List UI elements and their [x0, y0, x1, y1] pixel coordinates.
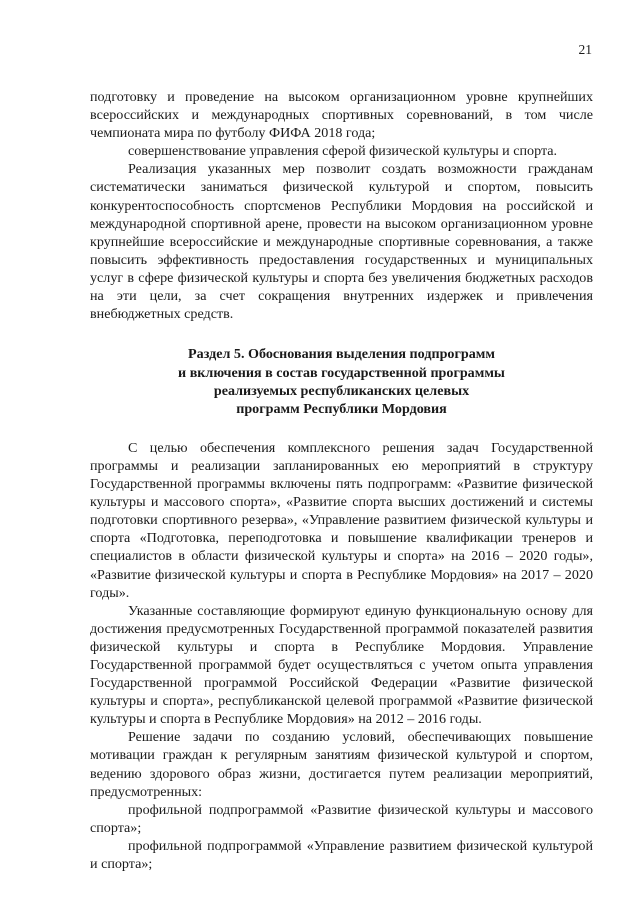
paragraph-bottom-4: профильной подпрограммой «Развитие физической культуры и массового спорта»;: [90, 801, 593, 836]
paragraph-bottom-2: Указанные составляющие формируют единую функциональную основу для достижения предусмотренных Государственной программой показателей развития физической культуры и спорта в Республике Мордовия. Управление Государственной программой будет осуществляться с учетом опыта управления Государственной программой Российской Федерации «Развитие физической культуры и спорта», республиканской целевой программой «Развитие физической культуры и спорта в Республике Мордовия» на 2012 – 2016 годы.: [90, 602, 593, 728]
section-title-line-3: реализуемых республиканских целевых: [213, 383, 470, 400]
paragraph-top-2: совершенствование управления сферой физической культуры и спорта.: [128, 143, 558, 160]
document-body: [90, 88, 593, 873]
paragraph-bottom-1: С целью обеспечения комплексного решения задач Государственной программы и реализации запланированных ею мероприятий в структуру Государственной программы включены пять подпрограмм: «Развитие физической культуры и массового спорта», «Развитие спорта высших достижений и системы подготовки спортивного резерва», «Управление развитием физической культуры и спорта «Подготовка, переподготовка и повышение квалификации тренеров и специалистов в области физической культуры и спорта» на 2016 – 2020 годы», «Развитие физической культуры и спорта в Республике Мордовия» на 2017 – 2020 годы».: [90, 439, 593, 601]
section-title: [90, 345, 593, 419]
page-number: 21: [578, 42, 592, 57]
paragraph-top-1: подготовку и проведение на высоком организационном уровне крупнейших всероссийских и международных спортивных соревнований, в том числе чемпионата мира по футболу ФИФА 2018 года;: [90, 89, 593, 142]
paragraph-top-3: Реализация указанных мер позволит создать возможности гражданам систематически заниматься физической культурой и спортом, повысить конкурентоспособность спортсменов Республики Мордовия на российской и международной спортивной арене, провести на высоком организационном уровне крупнейшие всероссийские и международные спортивные соревнования, а также повысить эффективность предоставления государственных и муниципальных услуг в сфере физической культуры и спорта без увеличения бюджетных расходов на эти цели, за счет сокращения внутренних издержек и привлечения внебюджетных средств.: [90, 161, 593, 323]
paragraph-bottom-5: профильной подпрограммой «Управление развитием физической культурой и спорта»;: [90, 837, 593, 872]
paragraph-bottom-3: Решение задачи по созданию условий, обеспечивающих повышение мотивации граждан к регулярным занятиям физической культурой и спортом, ведению здорового образ жизни, достигается путем реализации мероприятий, предусмотренных:: [90, 729, 593, 800]
section-title-line-4: программ Республики Мордовия: [236, 401, 447, 418]
section-title-line-2: и включения в состав государственной программы: [178, 364, 505, 381]
section-title-line-1: Раздел 5. Обоснования выделения подпрограмм: [188, 346, 495, 363]
